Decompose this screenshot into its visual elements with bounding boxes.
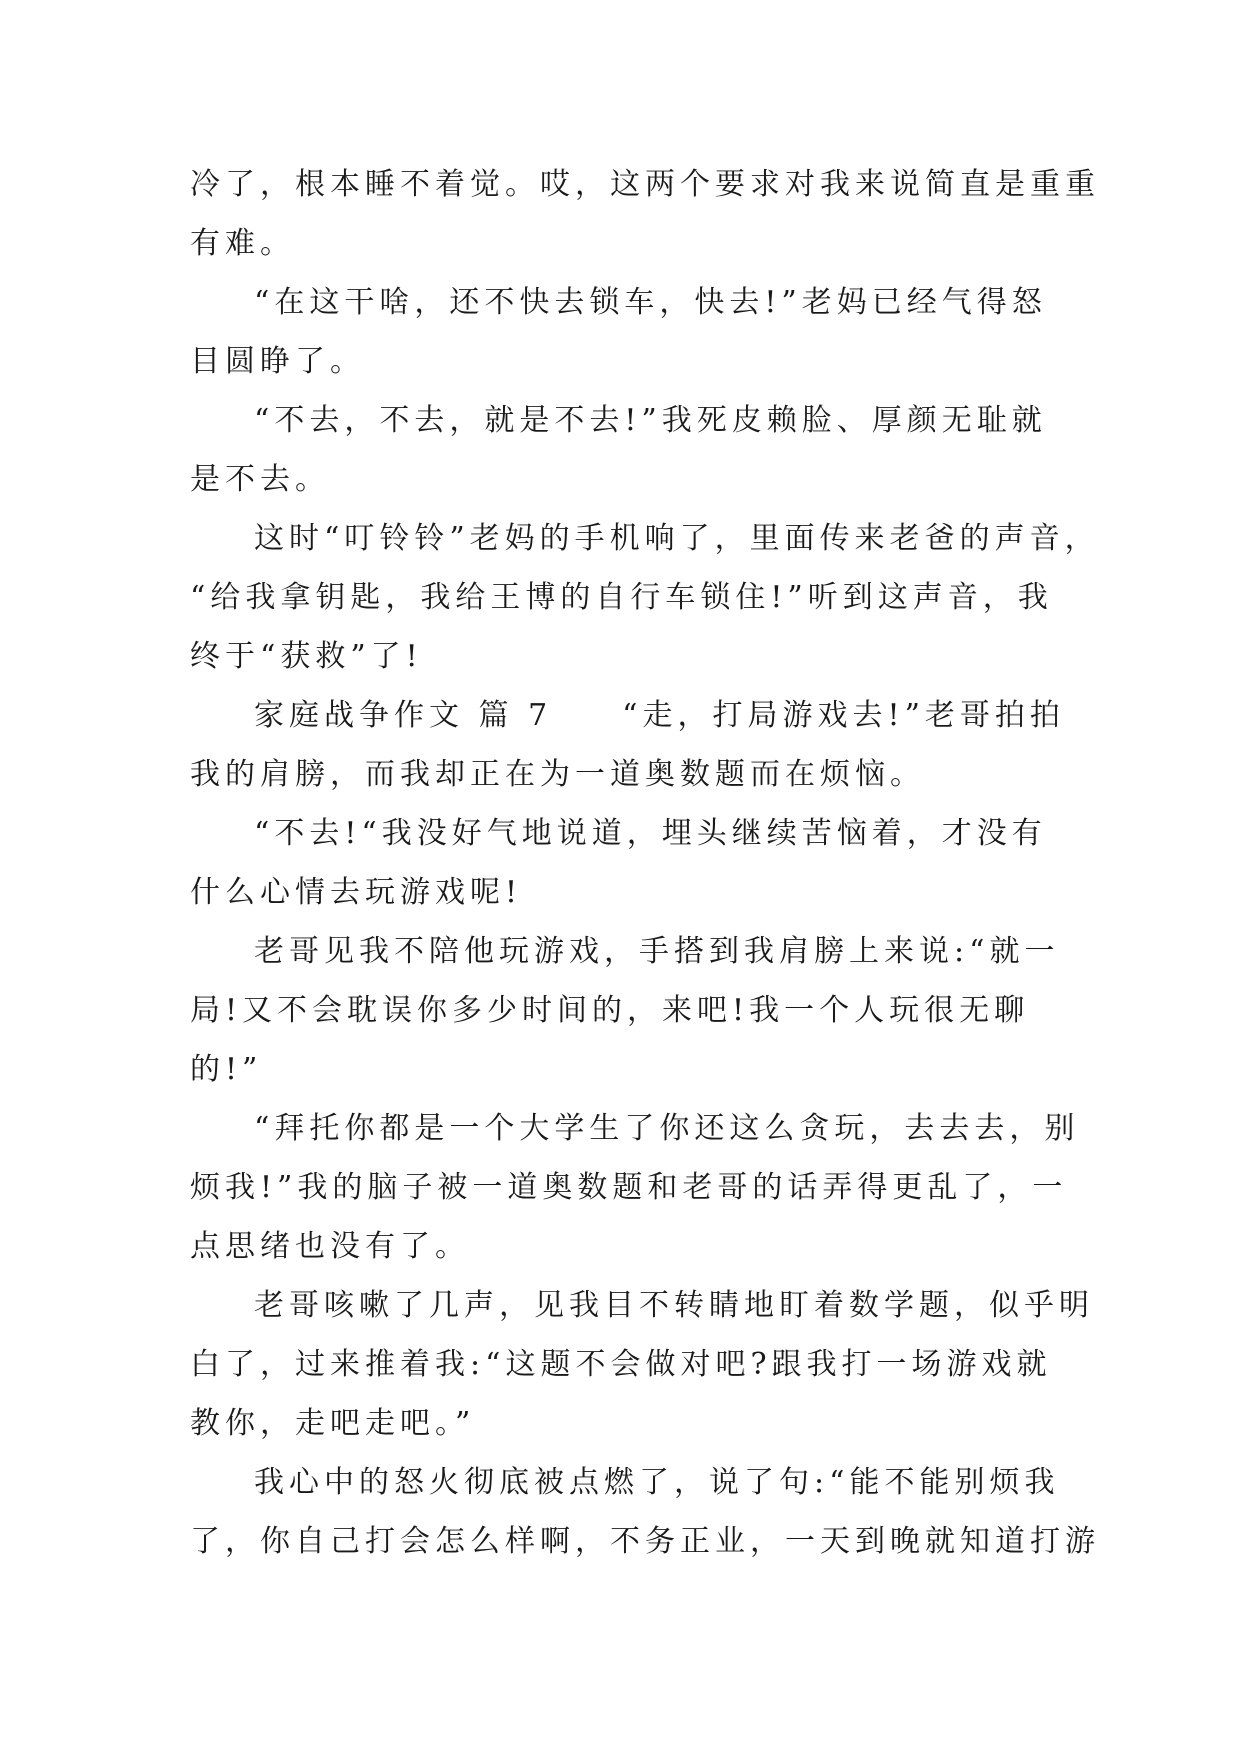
text-line: 有难。: [190, 226, 295, 261]
section-heading: 家庭战争作文 篇 7: [254, 698, 553, 733]
text-line: 我心中的怒火彻底被点燃了，说了句:“能不能别烦我: [254, 1465, 1060, 1500]
text-line: 老哥咳嗽了几声，见我目不转睛地盯着数学题，似乎明: [254, 1288, 1094, 1323]
text-line: “给我拿钥匙，我给王博的自行车锁住!”听到这声音，我: [190, 580, 1053, 615]
text-line: 白了，过来推着我:“这题不会做对吧?跟我打一场游戏就: [190, 1347, 1052, 1382]
text-line: 的!”: [190, 1052, 263, 1087]
text-line: 目圆睁了。: [190, 344, 365, 379]
text-line: 烦我!”我的脑子被一道奥数题和老哥的话弄得更乱了，一: [190, 1170, 1068, 1205]
text-line: 是不去。: [190, 462, 330, 497]
text-line: 点思绪也没有了。: [190, 1229, 470, 1264]
text-line: 什么心情去玩游戏呢!: [190, 875, 523, 910]
text-line: 这时“叮铃铃”老妈的手机响了，里面传来老爸的声音，: [254, 521, 1100, 556]
text-line: 冷了，根本睡不着觉。哎，这两个要求对我来说简直是重重: [190, 167, 1100, 202]
heading-line: [190, 686, 1065, 745]
text-line: 老哥见我不陪他玩游戏，手搭到我肩膀上来说:“就一: [254, 934, 1060, 969]
text-line: 局!又不会耽误你多少时间的，来吧!我一个人玩很无聊: [190, 993, 1030, 1028]
text-line: “不去，不去，就是不去!”我死皮赖脸、厚颜无耻就: [254, 403, 1047, 438]
text-line: “在这干啥，还不快去锁车，快去!”老妈已经气得怒: [254, 285, 1047, 320]
text-line: 教你，走吧走吧。”: [190, 1406, 476, 1441]
text-line: “走，打局游戏去!”老哥拍拍: [622, 698, 1065, 733]
text-line: 了，你自己打会怎么样啊，不务正业，一天到晚就知道打游: [190, 1524, 1100, 1559]
document-body: [190, 155, 1100, 1571]
text-line: “不去!“我没好气地说道，埋头继续苦恼着，才没有: [254, 816, 1047, 851]
text-line: 终于“获救”了!: [190, 639, 423, 674]
text-line: “拜托你都是一个大学生了你还这么贪玩，去去去，别: [254, 1111, 1080, 1146]
text-line: 我的肩膀，而我却正在为一道奥数题而在烦恼。: [190, 757, 925, 792]
